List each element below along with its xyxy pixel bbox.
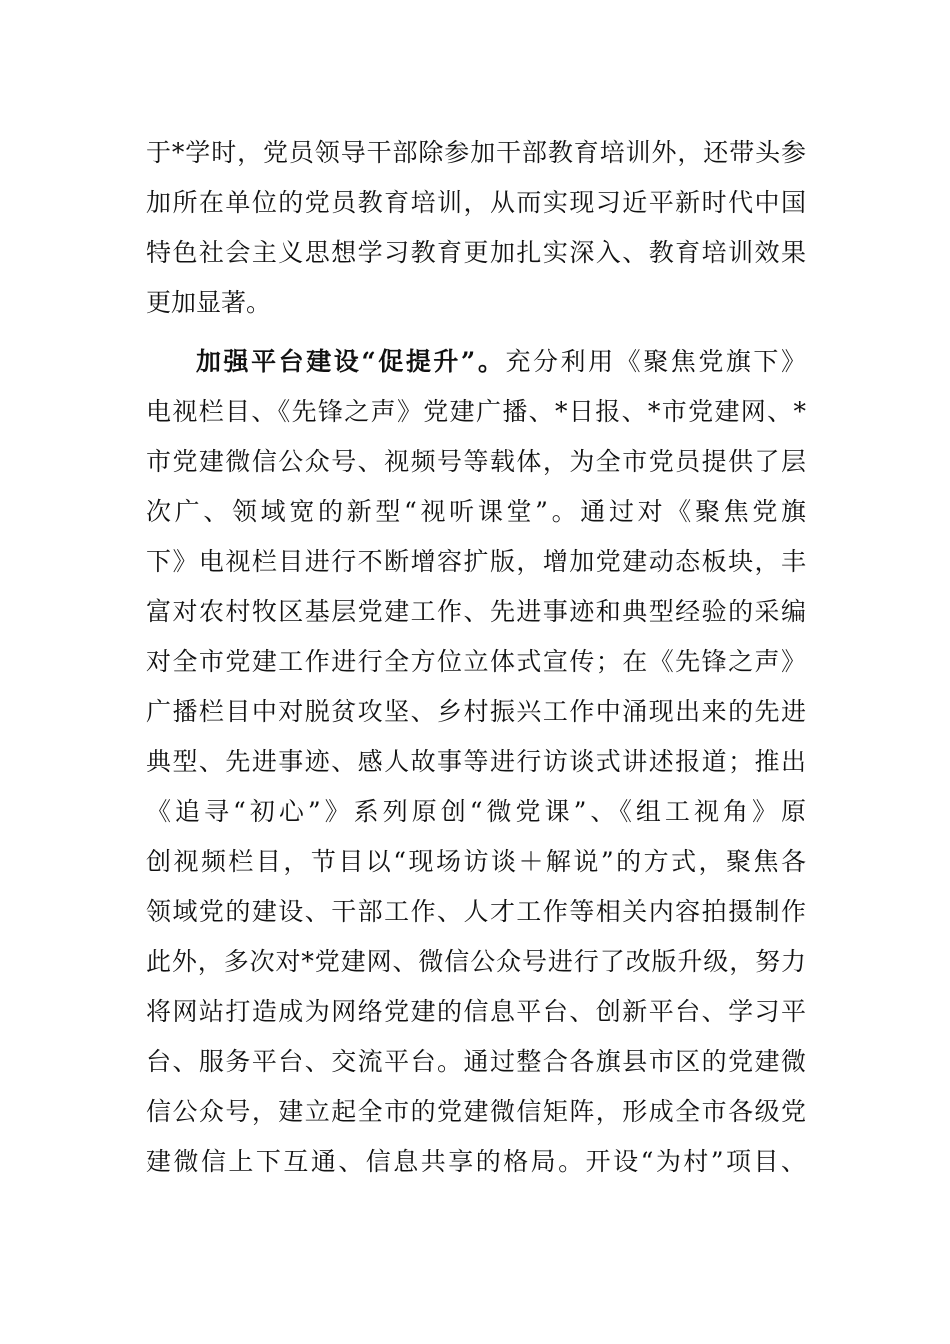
- section-heading: 加强平台建设“促提升”。: [196, 347, 506, 376]
- text-line: 于*学时，党员领导干部除参加干部教育培训外，还带头参: [146, 138, 806, 167]
- text-line: 台、服务平台、交流平台。通过整合各旗县市区的党建微: [146, 1047, 806, 1076]
- text-line: 信公众号，建立起全市的党建微信矩阵，形成全市各级党: [146, 1097, 806, 1126]
- text-run: 充分利用《聚焦党旗下》: [505, 347, 806, 376]
- text-line: 富对农村牧区基层党建工作、先进事迹和典型经验的采编: [146, 597, 806, 626]
- text-line: 创视频栏目，节目以“现场访谈＋解说”的方式，聚焦各: [146, 847, 806, 876]
- text-line: 广播栏目中对脱贫攻坚、乡村振兴工作中涌现出来的先进: [146, 697, 806, 726]
- paragraph-2: [146, 337, 806, 1187]
- text-line: 此外，多次对*党建网、微信公众号进行了改版升级，努力: [146, 947, 806, 976]
- text-line: 电视栏目、《先锋之声》党建广播、*日报、*市党建网、*: [146, 397, 806, 426]
- text-line: 更加显著。: [146, 288, 272, 317]
- text-line: 典型、先进事迹、感人故事等进行访谈式讲述报道；推出: [146, 747, 806, 776]
- text-line: 将网站打造成为网络党建的信息平台、创新平台、学习平: [146, 997, 806, 1026]
- text-line: 领域党的建设、干部工作、人才工作等相关内容拍摄制作: [146, 897, 806, 926]
- text-line: 建微信上下互通、信息共享的格局。开设“为村”项目、: [146, 1147, 806, 1176]
- text-line: 《追寻“初心”》系列原创“微党课”、《组工视角》原: [146, 797, 806, 826]
- text-line: 加所在单位的党员教育培训，从而实现习近平新时代中国: [146, 188, 806, 217]
- text-line: 对全市党建工作进行全方位立体式宣传；在《先锋之声》: [146, 647, 806, 676]
- paragraph-first-line: [146, 337, 806, 387]
- text-line: 特色社会主义思想学习教育更加扎实深入、教育培训效果: [146, 238, 806, 267]
- text-line: 市党建微信公众号、视频号等载体，为全市党员提供了层: [146, 447, 806, 476]
- paragraph-1: [146, 128, 806, 328]
- text-line: 次广、领域宽的新型“视听课堂”。通过对《聚焦党旗: [146, 497, 806, 526]
- text-line: 下》电视栏目进行不断增容扩版，增加党建动态板块，丰: [146, 547, 806, 576]
